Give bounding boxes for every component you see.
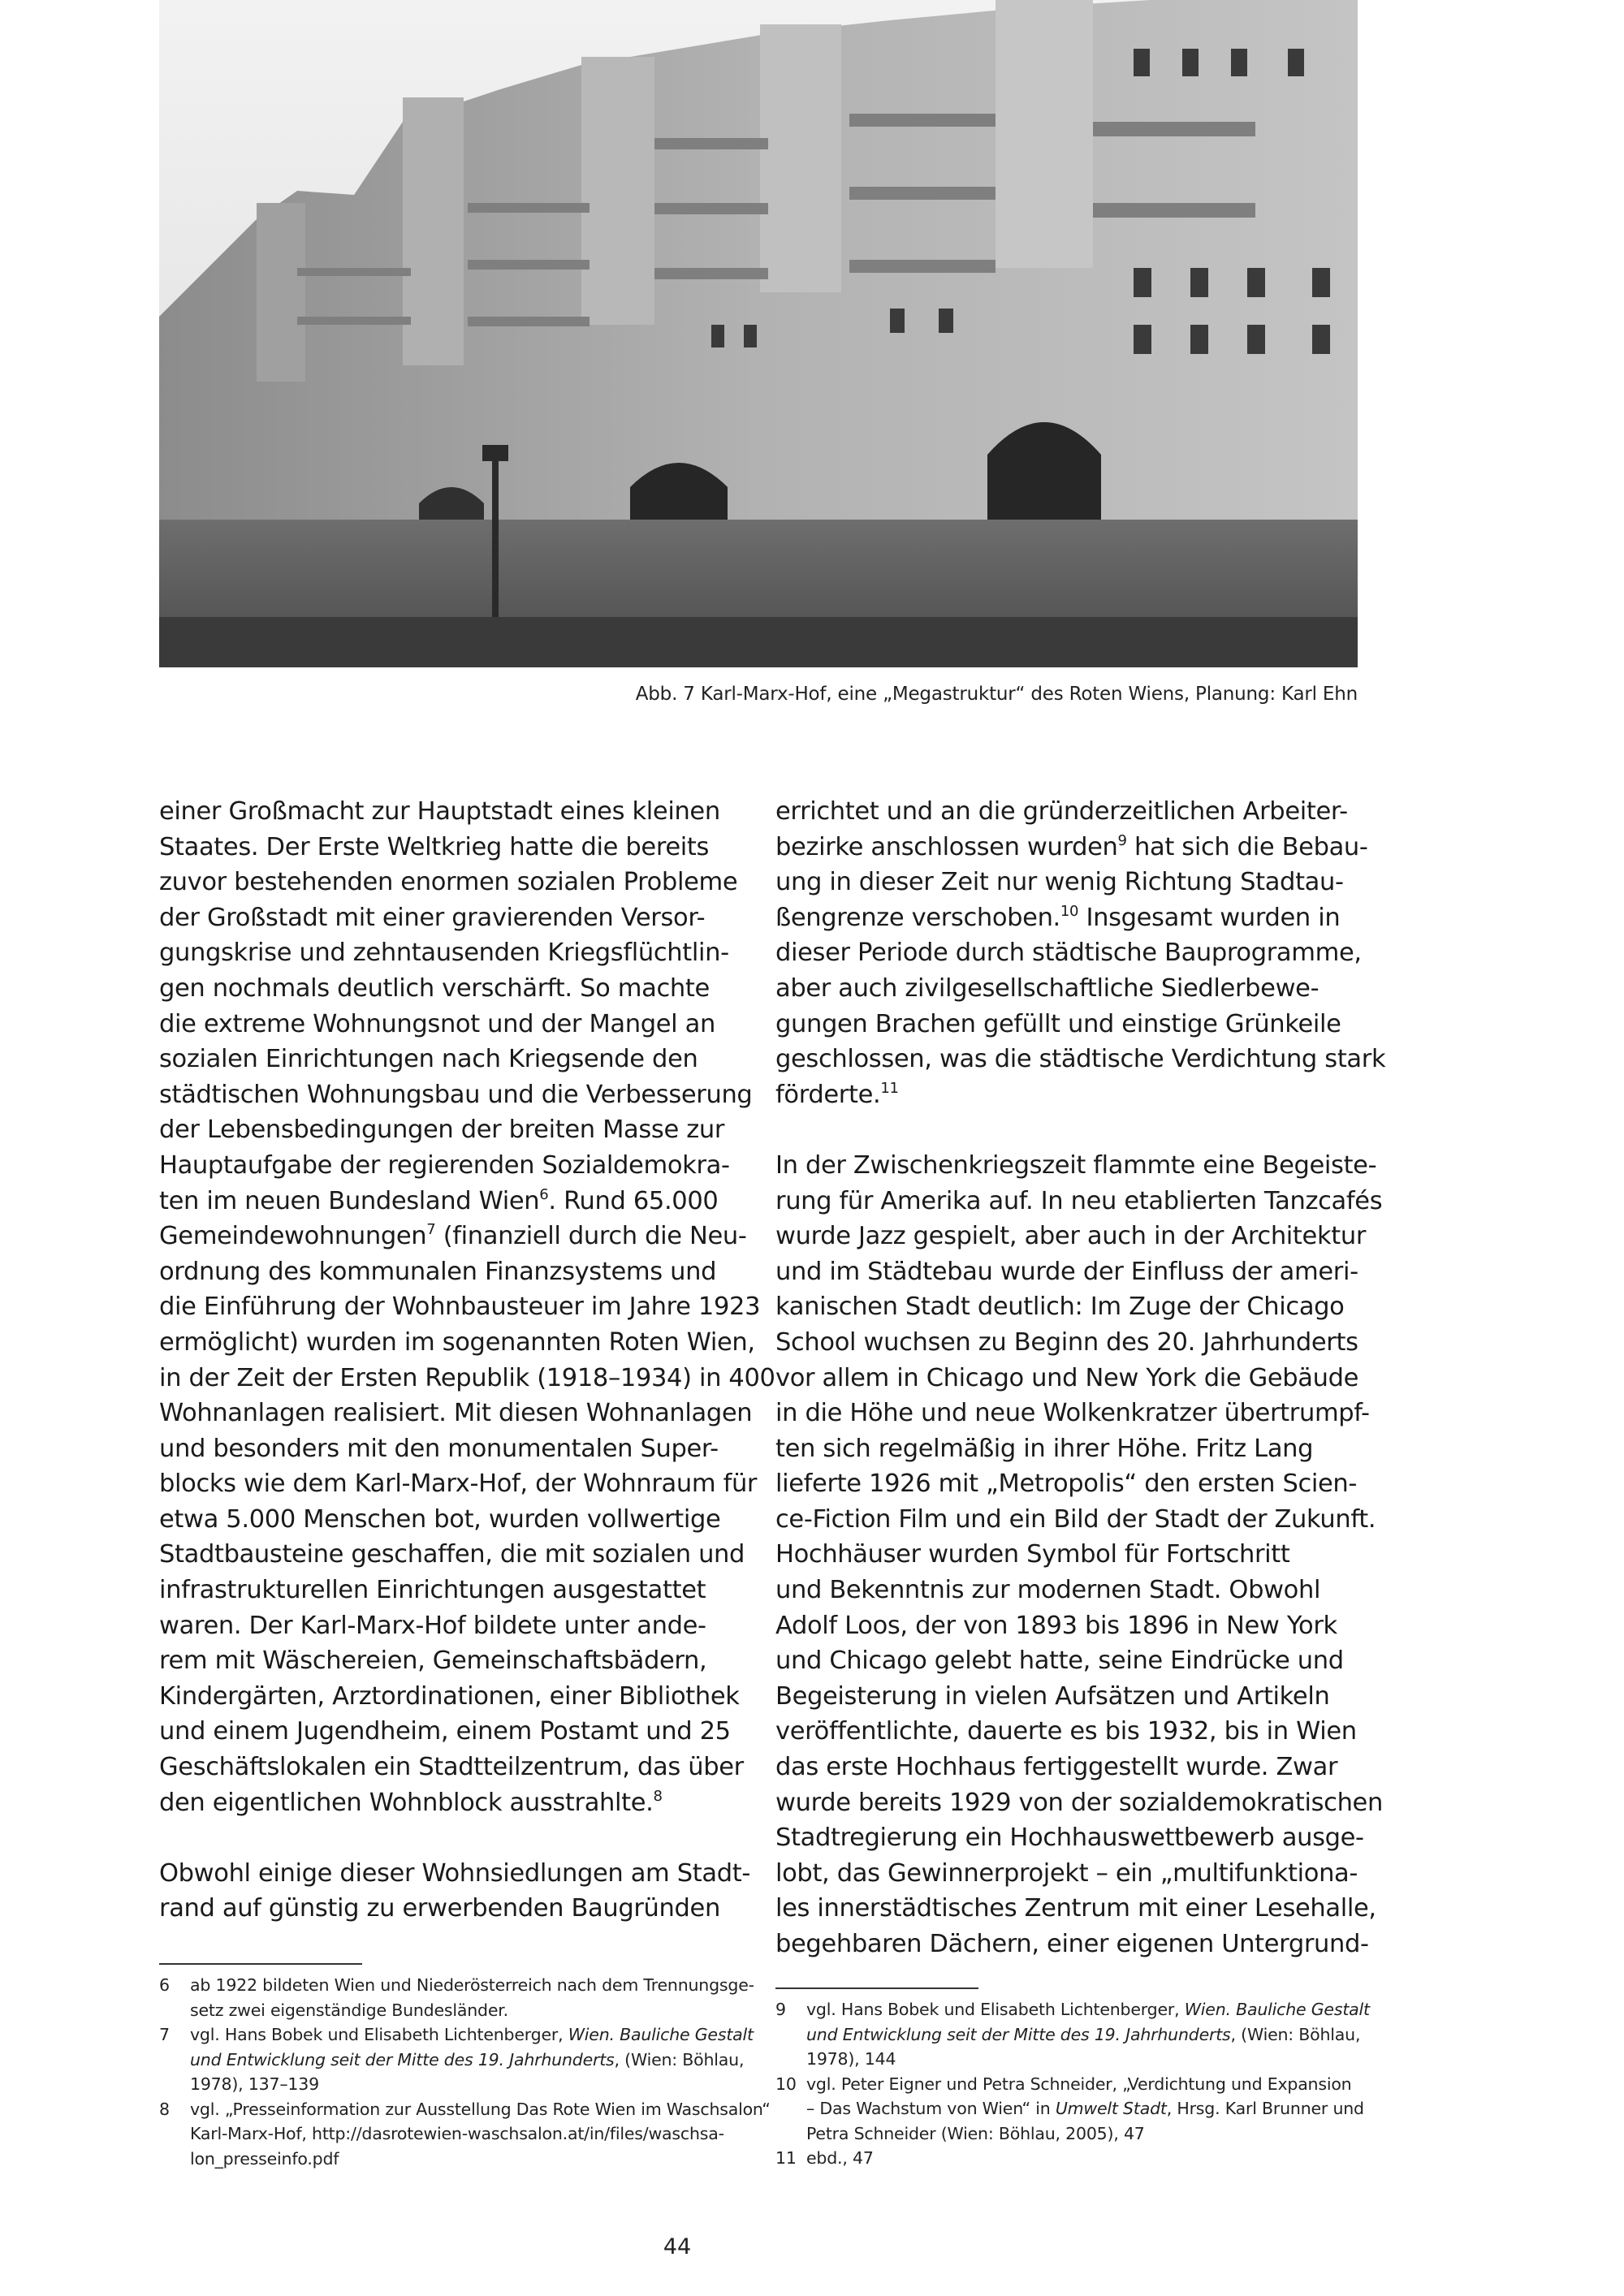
text-line: ce-Fiction Film und ein Bild der Stadt der Zukunft. bbox=[775, 1504, 1376, 1534]
footnote-text: vgl. Hans Bobek und Elisabeth Lichtenberger, Wien. Bauliche Gestalt und Entwicklung seit der Mitte des 19. Jahrhunderts, (Wien: Böhlau, 1978), 144 bbox=[806, 2000, 1370, 2069]
text-line: sozialen Einrichtungen nach Kriegsende den bbox=[159, 1045, 698, 1074]
text-line: errichtet und an die gründerzeitlichen Arbeiter- bbox=[775, 797, 1348, 826]
footnote-marker[interactable]: 8 bbox=[653, 1787, 663, 1805]
text-line: School wuchsen zu Beginn des 20. Jahrhunderts bbox=[775, 1327, 1358, 1357]
text-line: ßengrenze verschoben.$^{10}$ Insgesamt wurden in bbox=[775, 902, 1341, 932]
text-line: der Lebensbedingungen der breiten Masse zur bbox=[159, 1116, 725, 1145]
text-line: Kindergärten, Arztordinationen, einer Bibliothek bbox=[159, 1681, 740, 1711]
text-line: die extreme Wohnungsnot und der Mangel an bbox=[159, 1009, 715, 1038]
footnote-text: vgl. Peter Eigner und Petra Schneider, „Verdichtung und Expansion – Das Wachstum von Wien“ in Umwelt Stadt, Hrsg. Karl Brunner und Petra Schneider (Wien: Böhlau, 2005), 47 bbox=[806, 2074, 1364, 2143]
text-line: und besonders mit den monumentalen Super- bbox=[159, 1434, 719, 1463]
text-line: Obwohl einige dieser Wohnsiedlungen am Stadt- bbox=[159, 1858, 750, 1888]
footnote-marker[interactable]: 10 bbox=[1060, 902, 1079, 920]
text-line: lieferte 1926 mit „Metropolis“ den ersten Scien- bbox=[775, 1470, 1358, 1499]
page-number: 44 bbox=[663, 2234, 692, 2259]
text-line: ten im neuen Bundesland Wien$^6$. Rund 65.000 bbox=[159, 1185, 719, 1215]
text-line: und einem Jugendheim, einem Postamt und 25 bbox=[159, 1717, 731, 1746]
text-line: und Bekenntnis zur modernen Stadt. Obwohl bbox=[775, 1576, 1321, 1605]
text-line: Begeisterung in vielen Aufsätzen und Artikeln bbox=[775, 1681, 1330, 1711]
text-line: gungen Brachen gefüllt und einstige Grünkeile bbox=[775, 1009, 1341, 1038]
footnote bbox=[159, 1973, 760, 2022]
text-line: Staates. Der Erste Weltkrieg hatte die bereits bbox=[159, 832, 710, 861]
footnote bbox=[159, 2022, 760, 2097]
footnote bbox=[159, 2097, 771, 2172]
text-line: gungskrise und zehntausenden Kriegsflüchtlin- bbox=[159, 939, 729, 968]
text-line: den eigentlichen Wohnblock ausstrahlte.$^8$ bbox=[159, 1787, 663, 1817]
text-line: ten sich regelmäßig in ihrer Höhe. Fritz Lang bbox=[775, 1434, 1314, 1463]
text-line: in der Zeit der Ersten Republik (1918–1934) in 400 bbox=[159, 1363, 775, 1392]
text-line: vor allem in Chicago und New York die Gebäude bbox=[775, 1363, 1359, 1392]
text-line: begehbaren Dächern, einer eigenen Untergrund- bbox=[775, 1930, 1369, 1958]
text-line: rung für Amerika auf. In neu etablierten Tanzcafés bbox=[775, 1186, 1383, 1215]
text-line: infrastrukturellen Einrichtungen ausgestattet bbox=[159, 1576, 706, 1605]
text-line: Adolf Loos, der von 1893 bis 1896 in New York bbox=[775, 1611, 1337, 1640]
body-paragraph bbox=[159, 794, 775, 1820]
text-line: bezirke anschlossen wurden$^9$ hat sich die Bebau- bbox=[775, 831, 1368, 861]
footnote bbox=[775, 2072, 1376, 2147]
footnote-marker[interactable]: 9 bbox=[1117, 831, 1127, 849]
text-line: dieser Periode durch städtische Bauprogramme, bbox=[775, 939, 1362, 968]
text-line: blocks wie dem Karl-Marx-Hof, der Wohnraum für bbox=[159, 1470, 758, 1499]
text-line: gen nochmals deutlich verschärft. So machte bbox=[159, 973, 710, 1003]
footnote-text: vgl. Hans Bobek und Elisabeth Lichtenberger, Wien. Bauliche Gestalt und Entwicklung seit der Mitte des 19. Jahrhunderts, (Wien: Böhlau, 1978), 137–139 bbox=[190, 2025, 754, 2094]
footnote-text: ebd., 47 bbox=[806, 2148, 874, 2168]
body-paragraph bbox=[159, 1856, 762, 1927]
text-line: die Einführung der Wohnbausteuer im Jahre 1923 bbox=[159, 1293, 761, 1322]
text-line: förderte.$^{11}$ bbox=[775, 1079, 899, 1109]
text-line: aber auch zivilgesellschaftliche Siedlerbewe- bbox=[775, 973, 1320, 1003]
footnote-marker[interactable]: 7 bbox=[426, 1221, 436, 1239]
text-line: wurde bereits 1929 von der sozialdemokratischen bbox=[775, 1788, 1383, 1817]
text-line: les innerstädtisches Zentrum mit einer Lesehalle, bbox=[775, 1894, 1376, 1923]
text-line: einer Großmacht zur Hauptstadt eines kleinen bbox=[159, 797, 720, 826]
karl-marx-hof-photo bbox=[159, 0, 1358, 667]
footnote-rule-left bbox=[159, 1963, 362, 1965]
text-line: Gemeindewohnungen$^7$ (finanziell durch die Neu- bbox=[159, 1221, 747, 1251]
right-text-column bbox=[775, 794, 1386, 1962]
left-text-column bbox=[159, 794, 775, 1927]
text-line: ordnung des kommunalen Finanzsystems und bbox=[159, 1257, 717, 1286]
text-line: etwa 5.000 Menschen bot, wurden vollwertige bbox=[159, 1504, 721, 1534]
text-line: Geschäftslokalen ein Stadtteilzentrum, das über bbox=[159, 1753, 744, 1782]
footnote-marker[interactable]: 11 bbox=[880, 1079, 899, 1097]
text-line: städtischen Wohnungsbau und die Verbesserung bbox=[159, 1080, 753, 1109]
text-line: Wohnanlagen realisiert. Mit diesen Wohnanlagen bbox=[159, 1399, 753, 1428]
footnote-number: 8 bbox=[159, 2099, 170, 2119]
text-line: wurde Jazz gespielt, aber auch in der Architektur bbox=[775, 1222, 1367, 1251]
text-line: Hochhäuser wurden Symbol für Fortschritt bbox=[775, 1540, 1290, 1569]
text-line: rem mit Wäschereien, Gemeinschaftsbädern, bbox=[159, 1646, 707, 1676]
footnotes-right bbox=[775, 1997, 1376, 2171]
footnotes-left bbox=[159, 1973, 771, 2171]
body-paragraph bbox=[775, 794, 1386, 1112]
text-line: zuvor bestehenden enormen sozialen Probleme bbox=[159, 868, 738, 897]
footnote-text: vgl. „Presseinformation zur Ausstellung Das Rote Wien im Waschsalon“ Karl-Marx-Hof, http://dasrotewien-waschsalon.at/in/files/waschsa- lon_presseinfo.pdf bbox=[190, 2099, 771, 2169]
text-line: und Chicago gelebt hatte, seine Eindrücke und bbox=[775, 1646, 1344, 1676]
text-line: geschlossen, was die städtische Verdichtung stark bbox=[775, 1045, 1386, 1074]
text-line: Stadtbausteine geschaffen, die mit sozialen und bbox=[159, 1540, 745, 1569]
text-line: ermöglicht) wurden im sogenannten Roten Wien, bbox=[159, 1327, 755, 1357]
text-line: der Großstadt mit einer gravierenden Versor- bbox=[159, 903, 706, 932]
text-line: Stadtregierung ein Hochhauswettbewerb ausge- bbox=[775, 1823, 1364, 1853]
text-line: In der Zwischenkriegszeit flammte eine Begeiste- bbox=[775, 1150, 1377, 1180]
text-line: veröffentlichte, dauerte es bis 1932, bis in Wien bbox=[775, 1717, 1357, 1746]
footnote-text: ab 1922 bildeten Wien und Niederösterreich nach dem Trennungsge- setz zwei eigenständige Bundesländer. bbox=[190, 1975, 754, 2020]
text-line: das erste Hochhaus fertiggestellt wurde. Zwar bbox=[775, 1753, 1338, 1782]
footnote-number: 10 bbox=[775, 2074, 797, 2094]
text-line: waren. Der Karl-Marx-Hof bildete unter ande- bbox=[159, 1611, 706, 1640]
footnote-marker[interactable]: 6 bbox=[539, 1185, 549, 1203]
text-line: rand auf günstig zu erwerbenden Baugründen bbox=[159, 1894, 720, 1923]
footnote-number: 6 bbox=[159, 1975, 170, 1995]
footnote-number: 7 bbox=[159, 2025, 170, 2044]
text-line: und im Städtebau wurde der Einfluss der ameri- bbox=[775, 1257, 1358, 1286]
footnote-number: 9 bbox=[775, 2000, 786, 2019]
body-paragraph bbox=[775, 1148, 1383, 1962]
footnote bbox=[775, 2146, 1376, 2171]
figure-caption: Abb. 7 Karl-Marx-Hof, eine „Megastruktur“ des Roten Wiens, Planung: Karl Ehn bbox=[635, 684, 1358, 705]
text-line: in die Höhe und neue Wolkenkratzer übertrumpf- bbox=[775, 1399, 1370, 1428]
footnote-number: 11 bbox=[775, 2148, 797, 2168]
footnote-rule-right bbox=[775, 1987, 978, 1989]
text-line: Hauptaufgabe der regierenden Sozialdemokra- bbox=[159, 1150, 730, 1180]
text-line: ung in dieser Zeit nur wenig Richtung Stadtau- bbox=[775, 868, 1344, 897]
text-line: lobt, das Gewinnerprojekt – ein „multifunktiona- bbox=[775, 1858, 1358, 1888]
text-line: kanischen Stadt deutlich: Im Zuge der Chicago bbox=[775, 1293, 1345, 1322]
footnote bbox=[775, 1997, 1376, 2072]
